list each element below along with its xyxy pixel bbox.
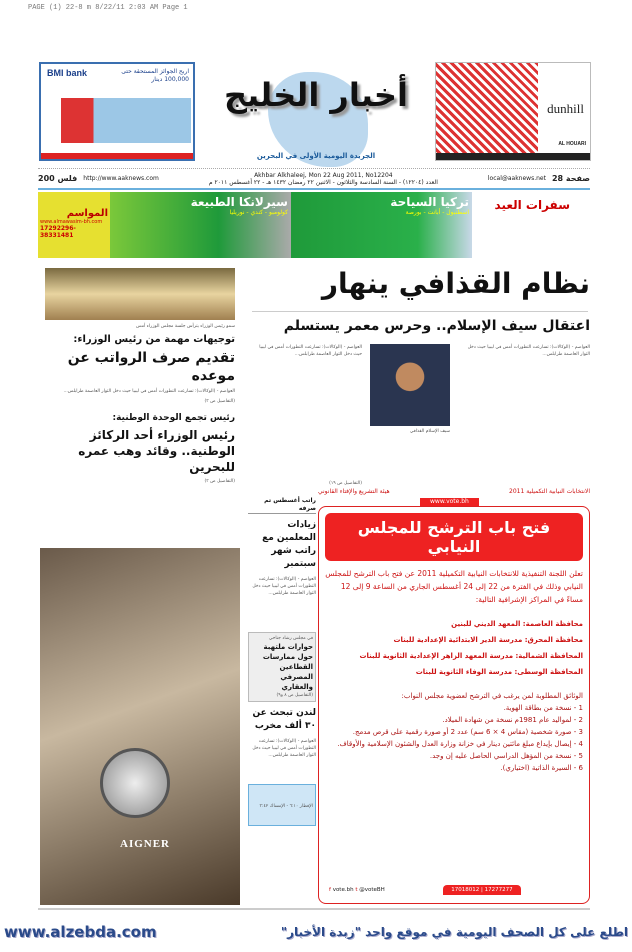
mawasem-contact xyxy=(38,192,110,258)
dunhill-brand: dunhill xyxy=(547,101,584,116)
srilanka-cities: كولومبو - كندي - نوريليا xyxy=(229,209,288,216)
twitter-icon: t xyxy=(355,887,360,893)
election-contact-bar xyxy=(325,883,583,897)
election-web[interactable]: www.vote.bh xyxy=(420,498,479,506)
photo-caption: سيف الإسلام القذافي xyxy=(409,429,450,434)
left-details: (التفاصيل ص ٣) xyxy=(204,399,235,404)
election-center: محافظة المحرق: مدرسة الدير الابتدائية الإعدادية للبنات xyxy=(393,636,583,644)
page-count: 28 صفحة xyxy=(551,174,590,183)
side-kicker: راتب أغسطس تم صرفه xyxy=(248,497,316,514)
election-ad[interactable] xyxy=(318,506,590,904)
election-doc-item: 5 - نسخة من المؤهل الدراسي الحاصل عليه إن وجد. xyxy=(429,752,583,760)
election-logo: الانتخابات النيابية التكميلية 2011 xyxy=(509,488,590,495)
cabinet-caption: سمو رئيس الوزراء يترأس جلسة مجلس الوزراء أمس xyxy=(135,324,235,329)
left-kicker2: رئيس تجمع الوحدة الوطنية: xyxy=(112,413,235,423)
election-doc-item: 1 - نسخة من بطاقة الهوية. xyxy=(503,704,583,712)
election-center: المحافظة الوسطى: مدرسة الوفاء الثانوية للبنات xyxy=(415,668,583,676)
bmi-text: اربح الجوائز المستحقة حتى 100,000 دينار xyxy=(121,68,189,83)
issue-date-en: Akhbar Alkhaleej, Mon 22 Aug 2011, No12204 xyxy=(254,171,393,179)
turkey-title: تركيا السياحة xyxy=(390,195,469,209)
footer-url[interactable]: www.alzebda.com xyxy=(4,923,157,941)
election-title: فتح باب الترشح للمجلس النيابي xyxy=(325,513,583,561)
election-center: محافظة العاصمة: المعهد الديني للبنين xyxy=(451,620,583,628)
divider xyxy=(252,311,588,312)
bmi-brand: BMI bank xyxy=(47,68,88,78)
email[interactable]: local@aaknews.net xyxy=(487,175,546,182)
side-column xyxy=(248,497,316,826)
print-slug: PAGE (1) 22-8 m 8/22/11 2:03 AM Page 1 xyxy=(28,4,188,12)
twitter-handle: @voteBH xyxy=(359,887,385,893)
dateline xyxy=(38,168,590,190)
dunhill-ad[interactable] xyxy=(435,62,591,161)
dunhill-footer-bar xyxy=(436,153,590,160)
election-org: هيئة التشريع والإفتاء القانوني xyxy=(318,488,390,495)
prayer-times: الإفطار ٦:١٠ - الإمساك ٣:٤٢ xyxy=(248,784,316,826)
london-story: العواصم - (الوكالات): تسارعت التطورات أمس في ليبيا حيث دخل الثوار العاصمة طرابلس... xyxy=(252,739,316,758)
election-center: المحافظة الشمالية: مدرسة المعهد الزاهر الإعدادية الثانوية للبنات xyxy=(359,652,583,660)
left-kicker: توجيهات مهمة من رئيس الوزراء: xyxy=(73,334,235,345)
election-docs-title: الوثائق المطلوبة لمن يرغب في الترشح لعضوية مجلس النواب: xyxy=(401,692,583,700)
mawasem-phone: 17292296-38331481 xyxy=(40,225,76,239)
turkey-offer xyxy=(291,192,472,258)
cabinet-photo xyxy=(45,268,235,320)
website[interactable]: http://www.aaknews.com xyxy=(83,175,159,182)
main-details: (التفاصيل ص ١٩) xyxy=(329,481,362,486)
mawasem-web: www.almawasim-bh.com xyxy=(40,219,103,225)
election-doc-item: 6 - السيرة الذاتية (اختياري). xyxy=(500,764,583,772)
election-centers xyxy=(325,618,583,682)
side-story: العواصم - (الوكالات): تسارعت التطورات أمس في ليبيا حيث دخل الثوار العاصمة طرابلس... xyxy=(252,577,316,596)
side-box xyxy=(248,632,316,702)
left-story: العواصم - (الوكالات): تسارعت التطورات أمس في ليبيا حيث دخل الثوار العاصمة طرابلس... xyxy=(63,389,235,394)
watch-image xyxy=(100,748,170,818)
facebook-handle: vote.bh xyxy=(332,887,354,893)
main-story-col1: العواصم - (الوكالات): تسارعت التطورات أمس في ليبيا حيث دخل الثوار العاصمة طرابلس... xyxy=(467,345,590,357)
election-ad-header xyxy=(318,488,590,495)
saif-photo xyxy=(370,344,450,426)
issue-date-block xyxy=(165,172,482,186)
aigner-watch-ad[interactable] xyxy=(40,548,240,905)
tagline: الجريدة اليومية الأولى في البحرين xyxy=(256,152,376,160)
aigner-brand: AIGNER xyxy=(120,838,171,850)
election-social[interactable] xyxy=(329,887,385,893)
bmi-footer-bar xyxy=(41,153,193,159)
turkey-cities: اسطنبول - أبانت - بورصة xyxy=(405,209,469,216)
footer-slogan: اطلع على كل الصحف اليومية في موقع واحد "زبدة الأخبار" xyxy=(280,925,628,939)
election-doc-item: 3 - صورة شخصية (مقاس 4 × 6 سم) عدد 2 أو صورة رقمية على قرص مدمج. xyxy=(352,728,583,736)
left-headline2: رئيس الوزراء أحد الركائز الوطنية.. وقائد وهب عمره للبحرين xyxy=(78,428,235,474)
issue-date: العدد (١٢٢٠٤) - السنة السادسة والثلاثون - الاثنين ٢٢ رمضان ١٤٣٢ هـ - ٢٢ أغسطس ٢٠١١ م xyxy=(208,178,438,186)
election-doc-item: 4 - إيصال بإيداع مبلغ مائتين دينار في خزانة وزارة العدل والشئون الإسلامية والأوقاف. xyxy=(337,740,583,748)
left-headline: تقديم صرف الرواتب عن موعده xyxy=(67,350,235,384)
srilanka-offer xyxy=(110,192,291,258)
election-doc-item: 2 - لمواليد عام 1981م نسخة من شهادة الميلاد. xyxy=(442,716,583,724)
side-box-kicker: في مجلس رشاد جناحي xyxy=(268,636,313,641)
facebook-icon: f xyxy=(329,887,333,893)
srilanka-title: سيرلانكا الطبيعة xyxy=(190,195,288,209)
left-column xyxy=(45,268,235,485)
election-docs xyxy=(325,702,583,774)
footer-rule xyxy=(38,908,590,910)
london-headline: لندن تبحث عن ٣٠ ألف مخرب xyxy=(252,708,316,731)
logo-text: أخبار الخليج xyxy=(224,76,408,114)
dunhill-dealer: AL HOUARI xyxy=(558,141,586,147)
side-box-headline: حوارات ملتهبة حول ممارسات القطاعين المصرفي والعقاري xyxy=(262,643,313,691)
main-headline: نظام القذافي ينهار xyxy=(321,267,590,300)
bmi-photo xyxy=(61,98,191,143)
bmi-bank-ad[interactable] xyxy=(39,62,195,161)
main-story-col2: العواصم - (الوكالات): تسارعت التطورات أمس في ليبيا حيث دخل الثوار العاصمة طرابلس... xyxy=(259,345,362,357)
election-phones: 17018012 | 17277277 xyxy=(443,885,520,895)
sub-headline: اعتقال سيف الإسلام.. وحرس معمر يستسلم xyxy=(283,318,590,334)
mawasem-travel-ad[interactable] xyxy=(38,192,590,258)
price: 200 فلس xyxy=(38,174,78,183)
alzebda-footer xyxy=(0,915,632,949)
eid-trips: سفرات العيد xyxy=(472,192,590,258)
side-headline: زيادات المعلمين مع راتب شهر سبتمبر xyxy=(262,520,316,569)
side-box-details: (التفاصيل ص ٨ و٩) xyxy=(276,693,313,698)
masthead-logo xyxy=(198,62,434,170)
left-details2: (التفاصيل ص ٣) xyxy=(204,479,235,484)
election-intro: تعلن اللجنة التنفيذية للانتخابات النيابية التكميلية 2011 عن فتح باب الترشح للمجلس النيابي وذلك في الفترة من 22 إلى 24 أغسطس الجاري من الساعة 9 إلى 12 مساءً في المراكز الإشرافية التالية: xyxy=(325,569,583,604)
mawasem-brand: المواسم xyxy=(66,208,108,219)
